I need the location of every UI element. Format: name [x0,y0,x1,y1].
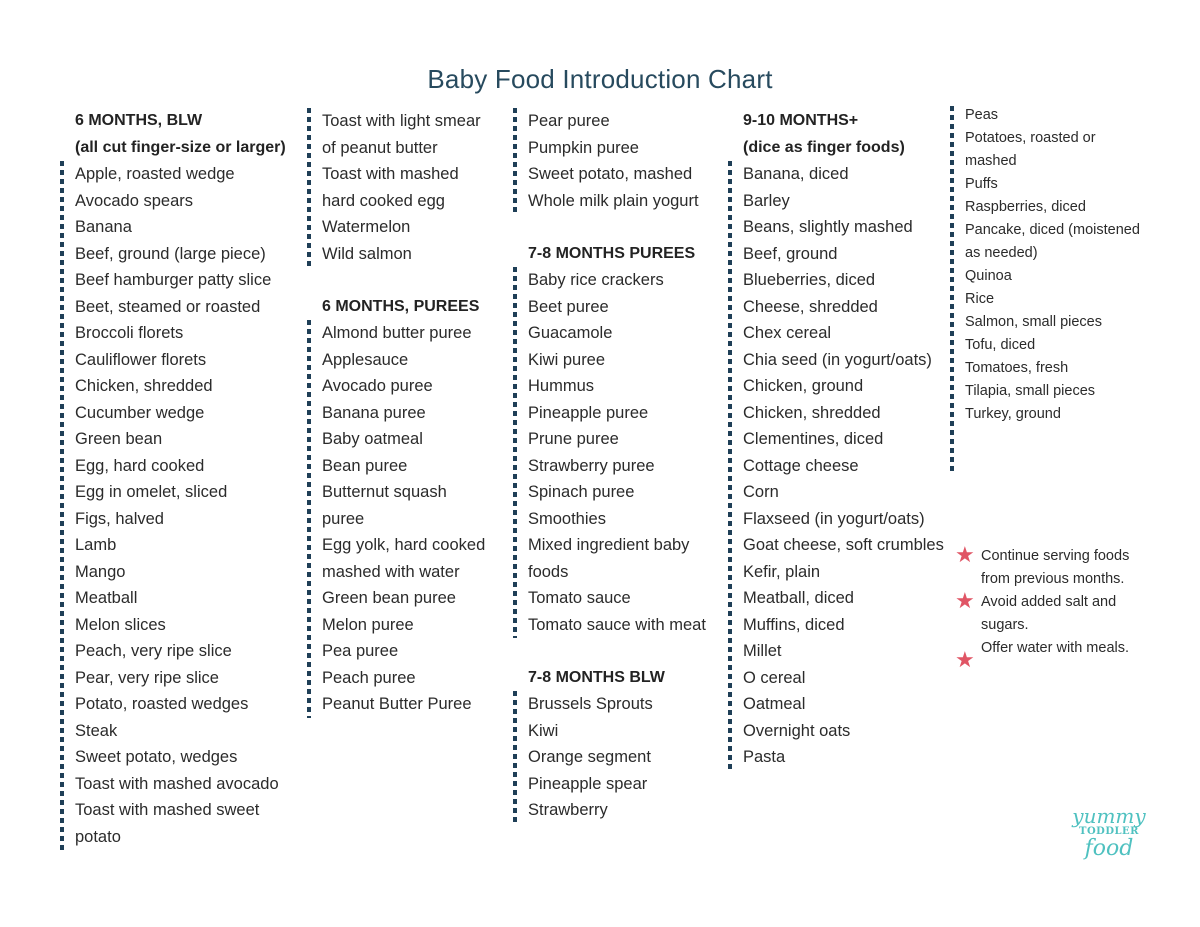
list-item: Flaxseed (in yogurt/oats) [743,509,925,528]
list-item: Kefir, plain [743,562,821,581]
list-item: Rice [965,291,995,307]
list-item: Applesauce [322,350,409,369]
section-heading: 6 MONTHS, PUREES [322,297,480,315]
list-item: Beef, ground (large piece) [75,244,266,263]
section-heading: 9-10 MONTHS+ [743,112,859,129]
list-item: Green bean puree [322,589,456,607]
list-item: Blueberries, diced [743,271,876,289]
list-item: Millet [743,642,782,660]
list-item: Tofu, diced [965,337,1036,353]
list-item: Pear, very ripe slice [75,668,219,687]
logo-line: yummy [1072,804,1146,828]
column-6-months-blw [60,108,300,850]
note-text: Offer water with meals. [981,640,1130,656]
list-item: Chicken, shredded [743,403,881,422]
section-heading: 6 MONTHS, BLW [75,112,203,129]
food-list [307,320,507,718]
list-item: Raspberries, diced [965,199,1086,215]
list-item: Sweet potato, wedges [75,748,238,766]
food-list [513,108,725,214]
list-item: Pancake, diced (moistened [965,222,1140,238]
list-item: as needed) [965,245,1038,261]
list-item: Avocado spears [75,191,194,210]
list-item: Bean puree [322,456,408,475]
column-6-months-purees [307,108,507,718]
list-item: Quinoa [965,268,1012,284]
list-item: Meatball [75,589,138,607]
list-item: Turkey, ground [965,406,1061,422]
list-item: Avocado puree [322,377,433,395]
notes [955,542,1155,672]
list-item: Tomato sauce with meat [528,615,706,634]
list-item: Clementines, diced [743,430,884,448]
list-item: Chex cereal [743,324,832,342]
list-item: mashed with water [322,562,460,581]
list-item: Pineapple puree [528,403,649,422]
list-item: Pineapple spear [528,774,648,793]
list-item: Green bean [75,430,163,448]
list-item: Egg yolk, hard cooked [322,536,486,554]
list-item: Brussels Sprouts [528,695,653,713]
list-item: Potatoes, roasted or [965,130,1096,146]
list-item: Lamb [75,536,117,554]
list-item: puree [322,509,365,528]
list-item: Cucumber wedge [75,403,205,422]
food-list [513,691,725,824]
list-item: Mixed ingredient baby [528,536,690,554]
list-item: Salmon, small pieces [965,314,1102,330]
list-item: Oatmeal [743,695,806,713]
food-list [513,267,725,638]
yummy-toddler-food-logo [1066,806,1152,860]
list-item: Pasta [743,748,786,766]
list-item: Sweet potato, mashed [528,165,693,183]
list-item: Chicken, ground [743,377,864,395]
column-7-8-months [513,108,725,824]
note-text: Avoid added salt and sugars. [981,594,1117,633]
list-item: Cottage cheese [743,456,859,475]
list-item: Pumpkin puree [528,138,639,157]
column-9-10-months [728,108,952,771]
list-item: Baby rice crackers [528,271,664,289]
food-list [60,161,300,850]
page-title: Baby Food Introduction Chart [427,64,773,94]
list-item: Steak [75,721,118,740]
list-item: Baby oatmeal [322,430,423,448]
list-item: Toast with mashed avocado [75,774,279,793]
list-item: Chia seed (in yogurt/oats) [743,350,932,369]
list-item: mashed [965,153,1017,169]
list-item: Chicken, shredded [75,377,213,395]
list-item: Orange segment [528,748,651,766]
list-item: Melon slices [75,615,166,634]
list-item: Almond butter puree [322,324,472,342]
list-item: Muffins, diced [743,615,845,634]
list-item: hard cooked egg [322,191,445,210]
list-item: Beet puree [528,297,609,316]
list-item: Kiwi [528,721,559,740]
list-item: Beans, slightly mashed [743,218,913,236]
list-item: Banana [75,218,132,236]
list-item: Peas [965,107,999,123]
list-item: Prune puree [528,430,619,448]
list-item: Hummus [528,377,595,395]
star-icon: ★ [955,588,975,613]
list-item: Melon puree [322,615,414,634]
list-item: Toast with mashed sweet [75,801,260,819]
list-item: Figs, halved [75,509,164,528]
list-item: Pea puree [322,642,399,660]
section-subheading: (all cut finger-size or larger) [75,138,286,156]
list-item: Meatball, diced [743,589,854,607]
list-item: Toast with mashed [322,165,459,183]
list-item: Tomatoes, fresh [965,360,1069,376]
list-item: Tomato sauce [528,589,631,607]
note-text: Continue serving foods from previous months. [981,548,1130,587]
list-item: Egg, hard cooked [75,456,205,475]
list-item: Cheese, shredded [743,297,878,316]
list-item: Peach puree [322,668,416,687]
note-avoid-salt [955,588,1155,636]
list-item: Corn [743,483,779,501]
list-item: Beef hamburger patty slice [75,271,272,289]
list-item: Watermelon [322,218,411,236]
list-item: O cereal [743,668,806,687]
note-continue-serving [955,542,1155,590]
list-item: Overnight oats [743,721,851,740]
logo-line: TODDLER [1079,826,1139,837]
food-list [307,108,507,267]
star-icon: ★ [955,647,975,672]
list-item: Egg in omelet, sliced [75,483,228,501]
list-item: Banana puree [322,403,426,422]
list-item: Guacamole [528,324,613,342]
list-item: Butternut squash [322,483,447,501]
star-icon: ★ [955,542,975,567]
list-item: Barley [743,191,790,210]
list-item: Wild salmon [322,244,412,263]
list-item: Beef, ground [743,244,838,263]
list-item: Potato, roasted wedges [75,695,249,713]
logo-line: food [1084,836,1134,861]
list-item: Broccoli florets [75,324,184,342]
list-item: potato [75,827,121,846]
list-item: of peanut butter [322,138,438,157]
list-item: Goat cheese, soft crumbles [743,536,944,554]
list-item: Tilapia, small pieces [965,383,1096,399]
list-item: Strawberry puree [528,456,655,475]
list-item: Cauliflower florets [75,350,207,369]
food-list [728,161,952,771]
list-item: Pear puree [528,112,610,130]
list-item: Strawberry [528,801,608,819]
list-item: Beet, steamed or roasted [75,297,261,316]
food-list [950,104,1160,472]
list-item: Mango [75,562,126,581]
section-heading: 7-8 MONTHS PUREES [528,244,696,262]
section-heading: 7-8 MONTHS BLW [528,668,665,686]
list-item: Kiwi puree [528,350,606,369]
list-item: Peanut Butter Puree [322,695,472,713]
list-item: Smoothies [528,509,606,528]
section-subheading: (dice as finger foods) [743,138,905,156]
list-item: Peach, very ripe slice [75,642,232,660]
note-offer-water [955,637,1155,672]
list-item: Whole milk plain yogurt [528,191,699,210]
list-item: Apple, roasted wedge [75,165,235,183]
list-item: Puffs [965,176,998,192]
list-item: Toast with light smear [322,112,481,130]
list-item: Spinach puree [528,483,635,501]
list-item: foods [528,562,569,581]
column-continued [950,104,1160,472]
list-item: Banana, diced [743,165,849,183]
